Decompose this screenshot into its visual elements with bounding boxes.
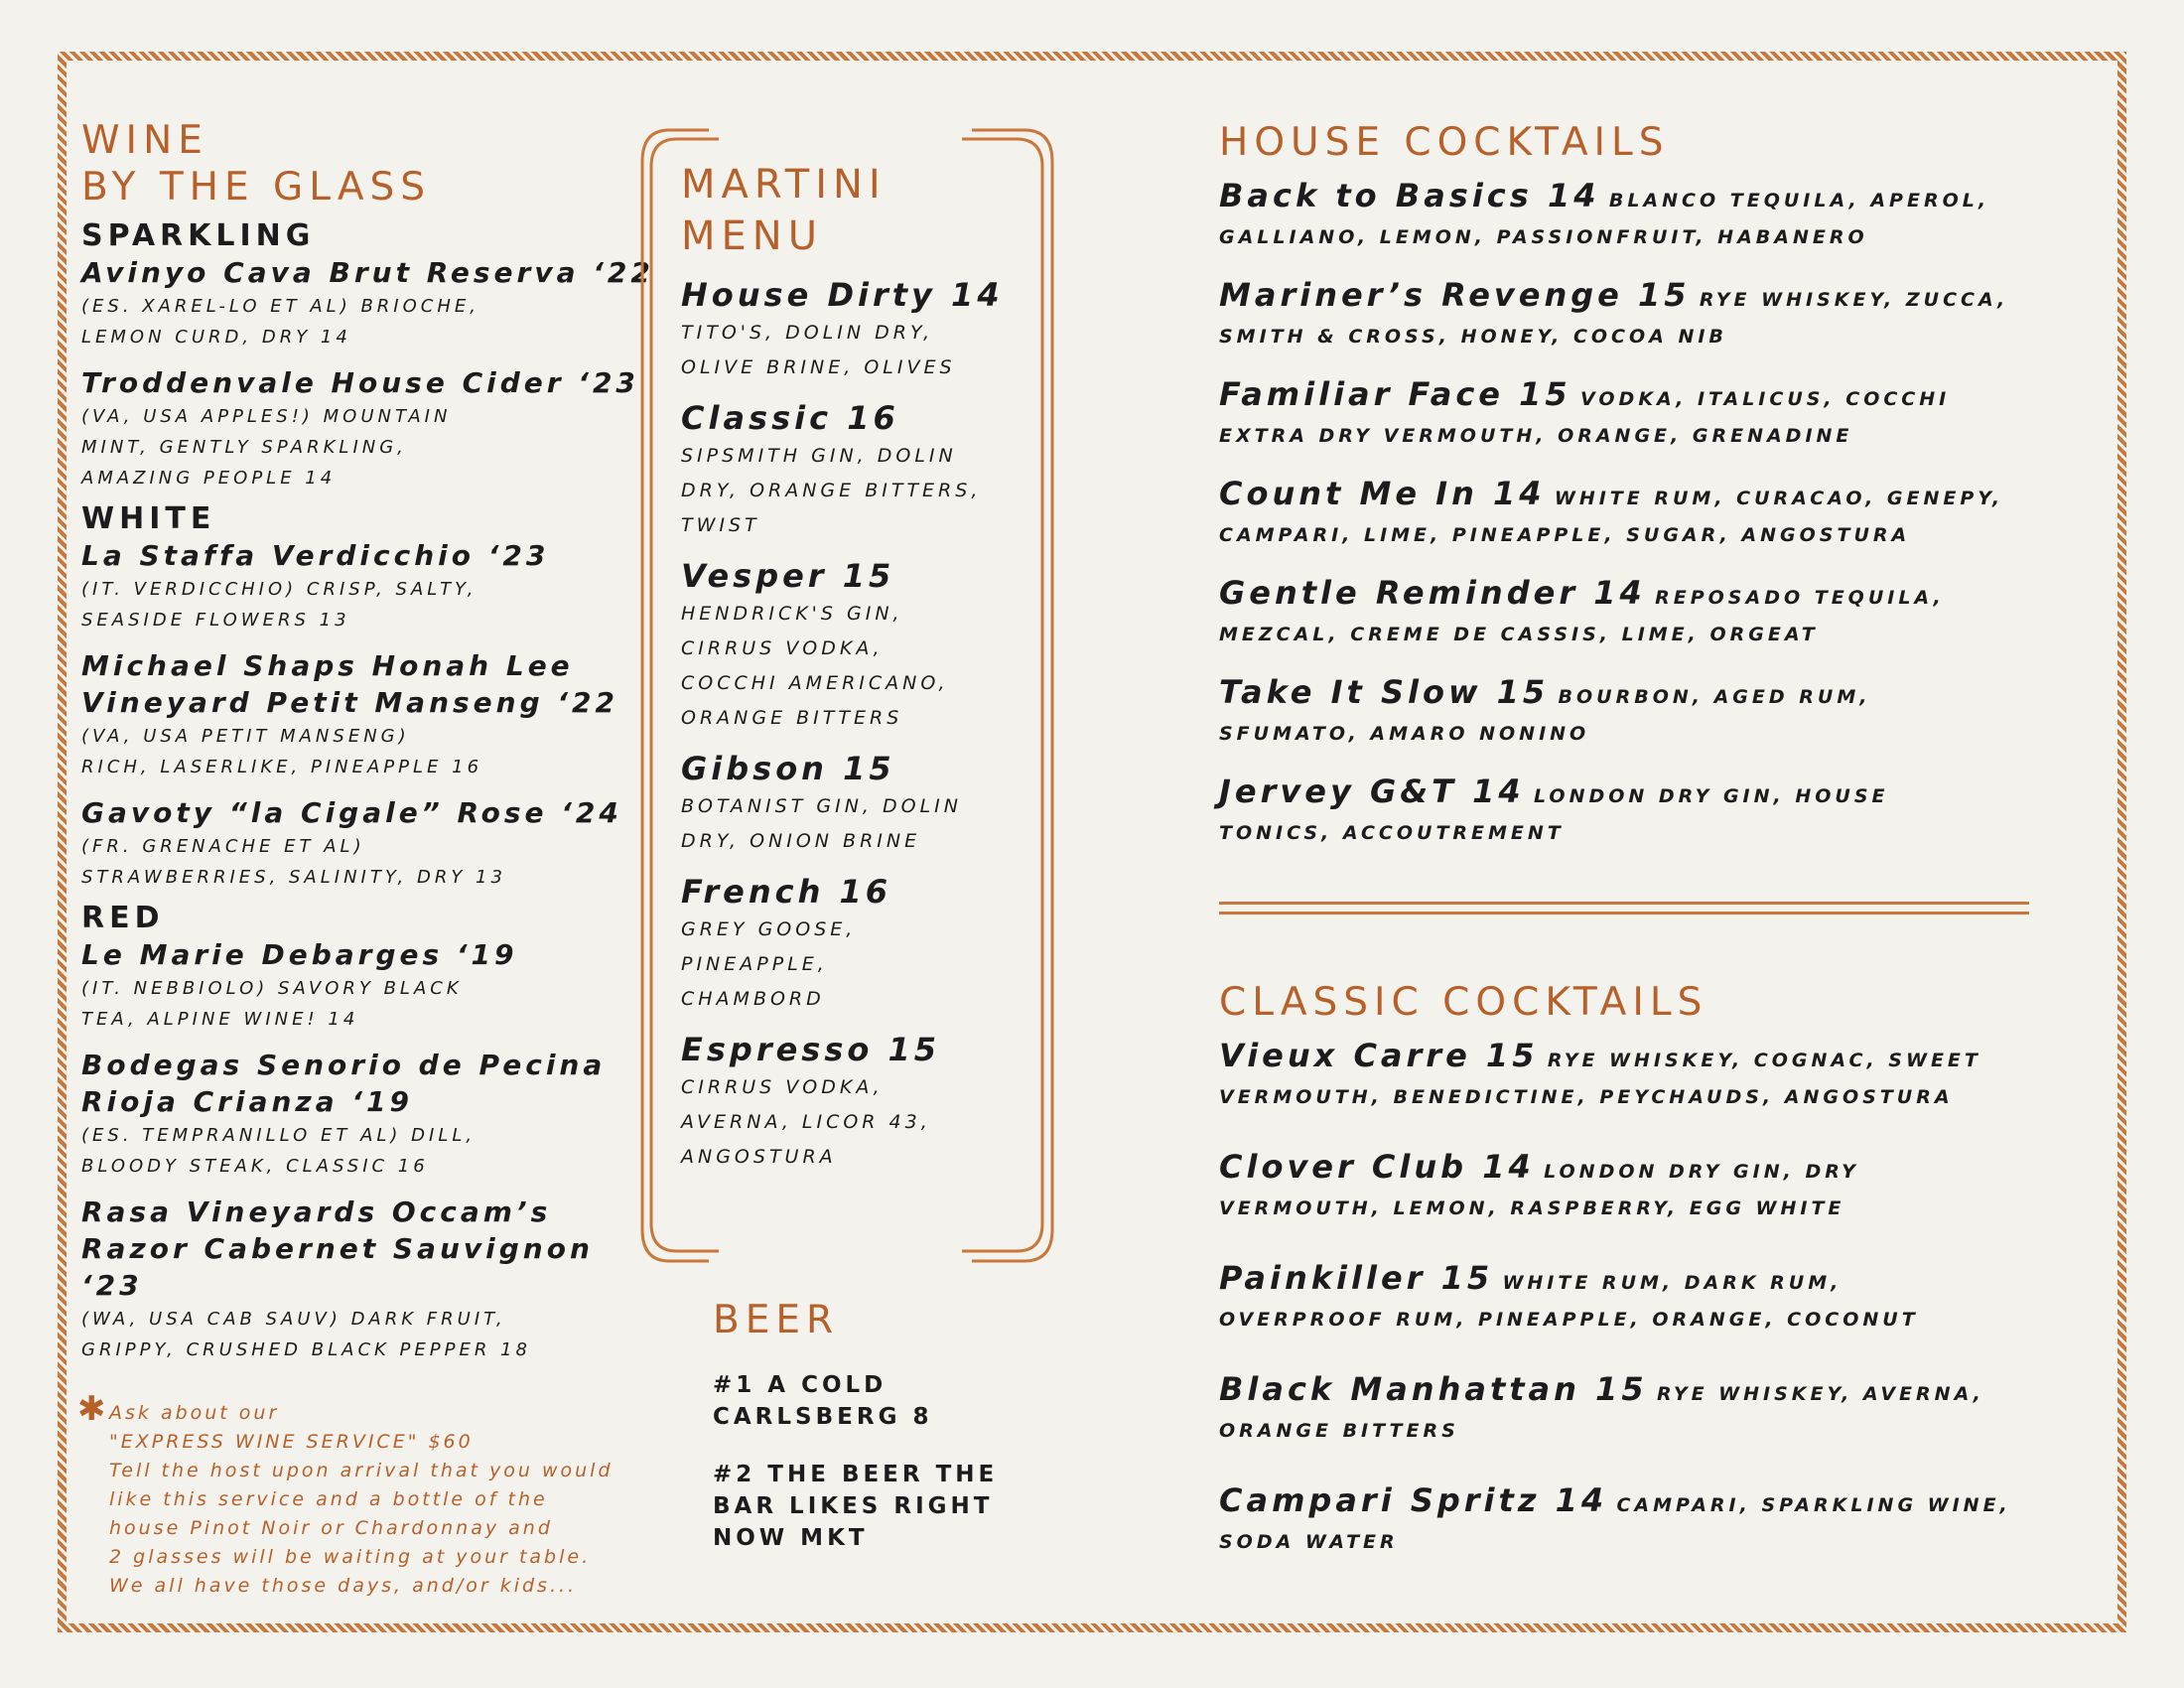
wine-description: (VA, USA PETIT MANSENG)	[81, 726, 410, 747]
cocktail-description: TONICS, ACCOUTREMENT	[1219, 822, 1565, 844]
cocktail-item	[1219, 474, 2073, 551]
express-wine-note: ✱ Ask about our "EXPRESS WINE SERVICE" $60 Tell the host upon arrival that you would like this service and a bottle of the house Pinot Noir or Chardonnay and 2 glasses will be waiting at your table. We all have those days, and/or kids...	[109, 1399, 657, 1601]
divider-line	[1219, 902, 2029, 905]
martini-description: DRY, ONION BRINE	[681, 830, 921, 852]
wine-item	[81, 647, 657, 782]
cocktail-name: Black Manhattan 15	[1219, 1370, 1648, 1408]
beer-section	[713, 1297, 1011, 1554]
martini-description: TITO'S, DOLIN DRY,	[681, 322, 934, 344]
wine-description: SEASIDE FLOWERS 13	[81, 610, 350, 631]
cocktail-description: VERMOUTH, BENEDICTINE, PEYCHAUDS, ANGOSTURA	[1219, 1086, 1954, 1108]
cocktail-item	[1219, 374, 2073, 452]
cocktail-name: Clover Club 14	[1219, 1148, 1535, 1186]
asterisk-icon: ✱	[77, 1389, 109, 1429]
martini-name: Classic 16	[681, 399, 899, 437]
cocktail-item	[1219, 1036, 2073, 1113]
wine-description: MINT, GENTLY SPARKLING,	[81, 437, 407, 458]
wine-item	[81, 936, 657, 1035]
wine-name: Michael Shaps Honah Lee Vineyard Petit Manseng ‘22	[81, 649, 618, 719]
cocktail-line	[1219, 1147, 2073, 1193]
martini-description: TWIST	[681, 514, 760, 536]
martini-description: HENDRICK'S GIN,	[681, 603, 903, 625]
beer-item: #1 A COLD CARLSBERG 8	[713, 1372, 933, 1430]
wine-name: Le Marie Debarges ‘19	[81, 938, 518, 971]
wine-group-label: WHITE	[81, 501, 216, 536]
cocktail-description: WHITE RUM, CURACAO, GENEPY,	[1554, 488, 2004, 509]
house-cocktails-section	[1219, 119, 2073, 849]
note-line: like this service and a bottle of the	[109, 1488, 548, 1510]
martini-description: CIRRUS VODKA,	[681, 1076, 884, 1098]
cocktail-description: RYE WHISKEY, COGNAC, SWEET	[1547, 1050, 1981, 1071]
cocktail-description: SODA WATER	[1219, 1531, 1399, 1553]
cocktail-description: BLANCO TEQUILA, APEROL,	[1608, 190, 1990, 211]
wine-description: (WA, USA CAB SAUV) DARK FRUIT,	[81, 1309, 506, 1330]
cocktail-name: Vieux Carre 15	[1219, 1037, 1539, 1074]
cocktail-line	[1219, 1369, 2073, 1415]
martini-title: MARTINI MENU	[681, 162, 887, 259]
martini-name: Gibson 15	[681, 750, 895, 787]
martini-name: House Dirty 14	[681, 276, 1004, 314]
cocktail-description: SMITH & CROSS, HONEY, COCOA NIB	[1219, 326, 1727, 348]
cocktail-name: Gentle Reminder 14	[1219, 574, 1646, 612]
cocktail-line	[1219, 573, 2073, 619]
cocktail-description: ORANGE BITTERS	[1219, 1420, 1459, 1442]
wine-title: WINE BY THE GLASS	[81, 118, 432, 210]
wine-by-the-glass-section	[77, 117, 657, 1601]
wine-description: (FR. GRENACHE ET AL)	[81, 836, 365, 857]
note-line: We all have those days, and/or kids...	[109, 1575, 578, 1597]
wine-group-label: RED	[81, 901, 165, 935]
house-cocktails-title: HOUSE COCKTAILS	[1219, 120, 1670, 165]
martini-description: GREY GOOSE,	[681, 918, 857, 940]
cocktail-description: VERMOUTH, LEMON, RASPBERRY, EGG WHITE	[1219, 1197, 1845, 1219]
wine-description: (VA, USA APPLES!) MOUNTAIN	[81, 406, 452, 427]
martini-description: SIPSMITH GIN, DOLIN	[681, 445, 957, 467]
cocktail-line	[1219, 772, 2073, 817]
wine-item	[81, 364, 657, 493]
wine-name: Rasa Vineyards Occam’s Razor Cabernet Sauvignon ‘23	[81, 1196, 594, 1302]
cocktail-name: Jervey G&T 14	[1219, 773, 1525, 810]
martini-description: PINEAPPLE,	[681, 953, 828, 975]
wine-description: (ES. XAREL-LO ET AL) BRIOCHE,	[81, 296, 479, 317]
cocktail-line	[1219, 176, 2073, 221]
wine-group-label: SPARKLING	[81, 218, 316, 253]
wine-description: STRAWBERRIES, SALINITY, DRY 13	[81, 867, 506, 888]
martini-description: CIRRUS VODKA,	[681, 637, 884, 659]
cocktail-description: VODKA, ITALICUS, COCCHI	[1580, 388, 1951, 410]
cocktail-item	[1219, 1369, 2073, 1447]
cocktail-name: Mariner’s Revenge 15	[1219, 276, 1691, 314]
wine-name: Gavoty “la Cigale” Rose ‘24	[81, 796, 622, 829]
cocktail-description: REPOSADO TEQUILA,	[1655, 587, 1945, 609]
wine-name: Avinyo Cava Brut Reserva ‘22	[81, 256, 654, 289]
classic-cocktails-title: CLASSIC COCKTAILS	[1219, 980, 1708, 1025]
martini-description: CHAMBORD	[681, 988, 825, 1010]
note-line: Tell the host upon arrival that you would	[109, 1460, 614, 1481]
wine-description: (IT. NEBBIOLO) SAVORY BLACK	[81, 978, 463, 999]
martini-item	[681, 1029, 1038, 1175]
beer-title: BEER	[713, 1298, 840, 1342]
martini-name: Vesper 15	[681, 557, 895, 595]
wine-description: LEMON CURD, DRY 14	[81, 327, 351, 348]
cocktail-line	[1219, 1258, 2073, 1304]
cocktail-description: CAMPARI, SPARKLING WINE,	[1616, 1494, 2011, 1516]
martini-menu-section	[681, 159, 1038, 1175]
cocktail-description: EXTRA DRY VERMOUTH, ORANGE, GRENADINE	[1219, 425, 1853, 447]
wine-item	[81, 794, 657, 893]
martini-name: Espresso 15	[681, 1031, 941, 1068]
cocktail-description: LONDON DRY GIN, HOUSE	[1533, 785, 1889, 807]
martini-item	[681, 748, 1038, 859]
cocktail-line	[1219, 672, 2073, 718]
wine-item	[81, 1047, 657, 1182]
cocktail-description: LONDON DRY GIN, DRY	[1544, 1161, 1859, 1183]
wine-description: AMAZING PEOPLE 14	[81, 468, 337, 489]
cocktail-item	[1219, 1147, 2073, 1224]
beer-item: #2 THE BEER THE BAR LIKES RIGHT NOW MKT	[713, 1462, 999, 1551]
martini-description: ORANGE BITTERS	[681, 707, 903, 729]
cocktail-item	[1219, 1480, 2073, 1558]
cocktail-name: Familiar Face 15	[1219, 375, 1571, 413]
martini-description: BOTANIST GIN, DOLIN	[681, 795, 962, 817]
martini-description: AVERNA, LICOR 43,	[681, 1111, 931, 1133]
martini-item	[681, 555, 1038, 736]
wine-item	[81, 254, 657, 352]
wine-description: (IT. VERDICCHIO) CRISP, SALTY,	[81, 579, 478, 600]
note-line: 2 glasses will be waiting at your table.	[109, 1546, 592, 1568]
cocktail-name: Take It Slow 15	[1219, 673, 1550, 711]
wine-item	[81, 537, 657, 635]
cocktail-line	[1219, 1480, 2073, 1526]
cocktail-item	[1219, 176, 2073, 253]
cocktail-item	[1219, 772, 2073, 849]
wine-name: Bodegas Senorio de Pecina Rioja Crianza ‘19	[81, 1049, 607, 1118]
wine-name: Troddenvale House Cider ‘23	[81, 366, 639, 399]
cocktail-description: RYE WHISKEY, AVERNA,	[1656, 1383, 1984, 1405]
cocktail-description: WHITE RUM, DARK RUM,	[1502, 1272, 1843, 1294]
cocktail-item	[1219, 672, 2073, 750]
wine-name: La Staffa Verdicchio ‘23	[81, 539, 550, 572]
martini-item	[681, 871, 1038, 1017]
divider-line	[1219, 912, 2029, 914]
martini-item	[681, 274, 1038, 385]
cocktail-name: Count Me In 14	[1219, 475, 1546, 512]
cocktail-description: BOURBON, AGED RUM,	[1558, 686, 1871, 708]
cocktail-description: GALLIANO, LEMON, PASSIONFRUIT, HABANERO	[1219, 226, 1868, 248]
wine-item	[81, 1194, 657, 1365]
cocktail-description: OVERPROOF RUM, PINEAPPLE, ORANGE, COCONUT	[1219, 1309, 1919, 1331]
cocktail-item	[1219, 573, 2073, 650]
wine-description: BLOODY STEAK, CLASSIC 16	[81, 1156, 429, 1177]
martini-item	[681, 397, 1038, 543]
cocktail-line	[1219, 1036, 2073, 1081]
cocktail-description: SFUMATO, AMARO NONINO	[1219, 723, 1590, 745]
martini-description: ANGOSTURA	[681, 1146, 837, 1168]
cocktail-line	[1219, 275, 2073, 321]
wine-description: RICH, LASERLIKE, PINEAPPLE 16	[81, 757, 483, 777]
cocktail-name: Painkiller 15	[1219, 1259, 1494, 1297]
wine-description: TEA, ALPINE WINE! 14	[81, 1009, 359, 1030]
cocktail-item	[1219, 275, 2073, 352]
cocktail-description: CAMPARI, LIME, PINEAPPLE, SUGAR, ANGOSTURA	[1219, 524, 1911, 546]
wine-description: GRIPPY, CRUSHED BLACK PEPPER 18	[81, 1339, 531, 1360]
classic-cocktails-section	[1219, 979, 2073, 1558]
martini-description: OLIVE BRINE, OLIVES	[681, 356, 956, 378]
cocktail-name: Campari Spritz 14	[1219, 1481, 1608, 1519]
cocktail-description: RYE WHISKEY, ZUCCA,	[1699, 289, 2009, 311]
cocktail-description: MEZCAL, CREME DE CASSIS, LIME, ORGEAT	[1219, 624, 1819, 645]
martini-name: French 16	[681, 873, 892, 911]
note-line: house Pinot Noir or Chardonnay and	[109, 1517, 553, 1539]
martini-description: COCCHI AMERICANO,	[681, 672, 949, 694]
cocktail-line	[1219, 374, 2073, 420]
wine-description: (ES. TEMPRANILLO ET AL) DILL,	[81, 1125, 477, 1146]
cocktail-item	[1219, 1258, 2073, 1336]
cocktail-line	[1219, 474, 2073, 519]
martini-description: DRY, ORANGE BITTERS,	[681, 480, 982, 501]
cocktail-name: Back to Basics 14	[1219, 177, 1600, 214]
